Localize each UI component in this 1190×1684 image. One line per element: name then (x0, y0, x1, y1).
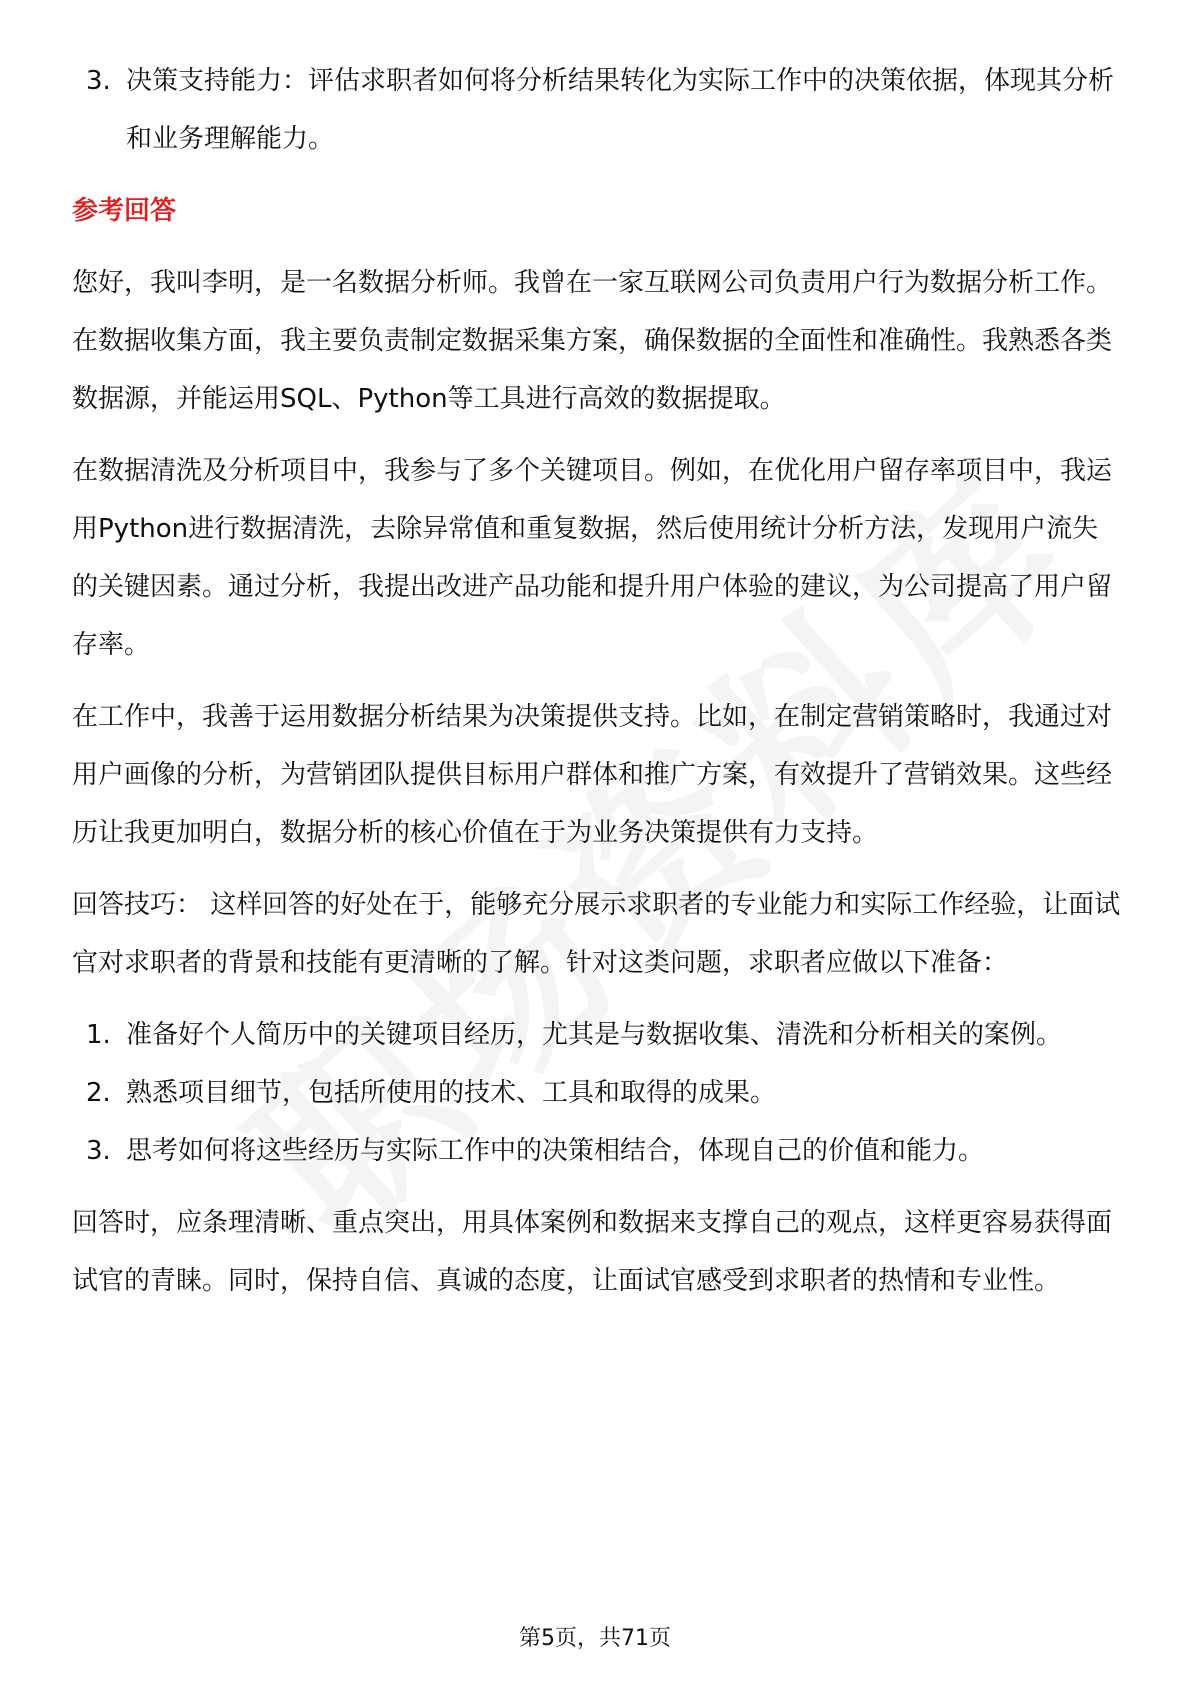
paragraph-closing: 回答时，应条理清晰、重点突出，用具体案例和数据来支撑自己的观点，这样更容易获得面试官的青睐。同时，保持自信、真诚的态度，让面试官感受到求职者的热情和专业性。 (72, 1208, 1113, 1296)
list-item (72, 1122, 1122, 1180)
list-number: 2. (86, 1078, 111, 1108)
list-number: 1. (86, 1020, 111, 1050)
paragraph-decision: 在工作中，我善于运用数据分析结果为决策提供支持。比如，在制定营销策略时，我通过对用户画像的分析，为营销团队提供目标用户群体和推广方案，有效提升了营销效果。这些经历让我更加明白，数据分析的核心价值在于为业务决策提供有力支持。 (72, 702, 1113, 848)
list-number: 3. (86, 1136, 111, 1166)
document-body (72, 52, 1122, 1310)
list-text: 思考如何将这些经历与实际工作中的决策相结合，体现自己的价值和能力。 (126, 1136, 985, 1166)
criteria-list (72, 52, 1122, 168)
list-item (72, 1006, 1122, 1064)
page-footer: 第5页，共71页 (519, 1626, 671, 1651)
list-text: 熟悉项目细节，包括所使用的技术、工具和取得的成果。 (126, 1078, 777, 1108)
list-text: 决策支持能力：评估求职者如何将分析结果转化为实际工作中的决策依据，体现其分析和业务理解能力。 (126, 66, 1115, 154)
list-number: 3. (86, 66, 111, 96)
paragraph-tips: 回答技巧： 这样回答的好处在于，能够充分展示求职者的专业能力和实际工作经验，让面试官对求职者的背景和技能有更清晰的了解。针对这类问题，求职者应做以下准备： (72, 890, 1121, 978)
list-item (72, 1064, 1122, 1122)
paragraph-projects: 在数据清洗及分析项目中，我参与了多个关键项目。例如，在优化用户留存率项目中，我运用Python进行数据清洗，去除异常值和重复数据，然后使用统计分析方法，发现用户流失的关键因素。通过分析，我提出改进产品功能和提升用户体验的建议，为公司提高了用户留存率。 (72, 456, 1113, 660)
list-item (72, 52, 1122, 168)
tips-list (72, 1006, 1122, 1180)
section-heading: 参考回答 (72, 196, 177, 226)
paragraph-intro: 您好，我叫李明，是一名数据分析师。我曾在一家互联网公司负责用户行为数据分析工作。在数据收集方面，我主要负责制定数据采集方案，确保数据的全面性和准确性。我熟悉各类数据源，并能运用SQL、Python等工具进行高效的数据提取。 (72, 268, 1113, 414)
list-text: 准备好个人简历中的关键项目经历，尤其是与数据收集、清洗和分析相关的案例。 (126, 1020, 1063, 1050)
